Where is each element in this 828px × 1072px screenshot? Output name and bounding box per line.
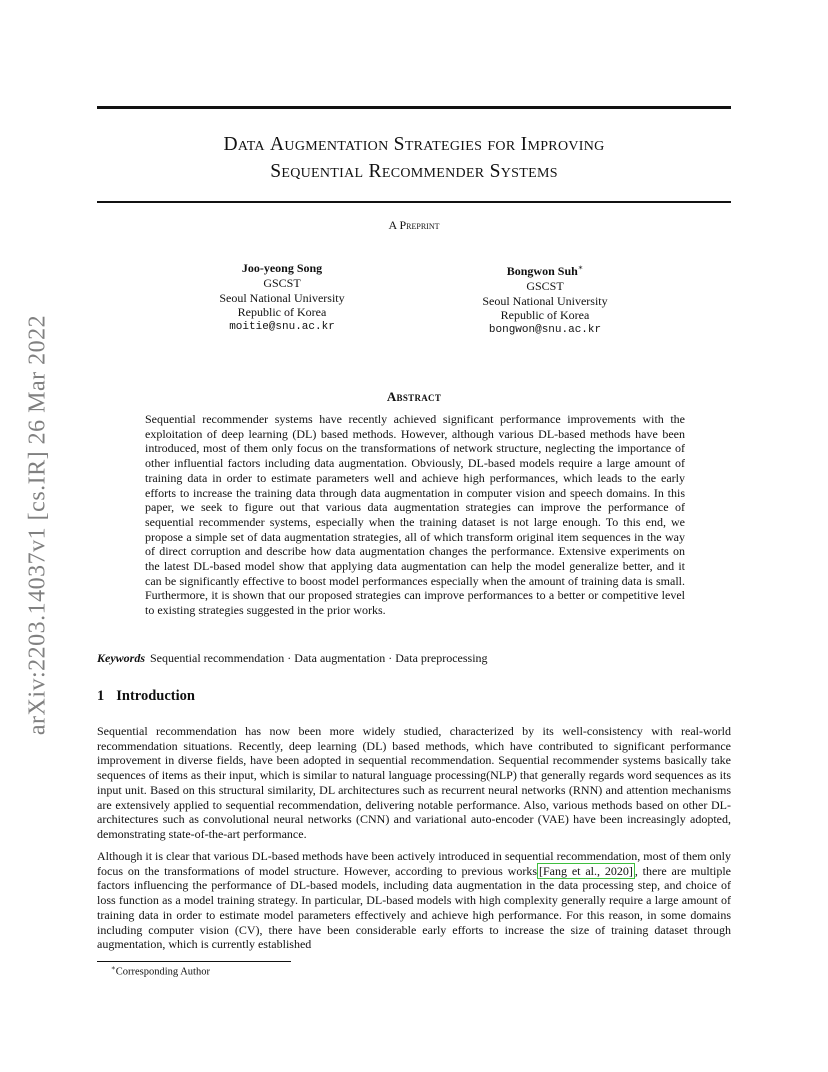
author-block — [172, 261, 392, 335]
section-number: 1 — [97, 688, 105, 704]
footnote-rule — [97, 961, 291, 962]
section-title: Introduction — [116, 688, 195, 704]
footnote-mark: ∗ — [111, 964, 116, 972]
corresponding-author-mark: ∗ — [577, 263, 584, 272]
intro-paragraph-2: Although it is clear that various DL-based methods have been actively introduced in sequential recommendation, most of them only focus on the transformations of model structure. However, according to previous works [Fang et al., 2020] , there are multiple factors influencing the performance of DL-based models, including data augmentation in the data processing step, and choice of loss function as a model training strategy. In particular, DL-based models with high complexity generally require a large amount of training data in order to estimate model parameters effectively and achieve high performance. For this reason, in some domains including computer vision (CV), there have been considerable early efforts to increase the size of training dataset through augmentation, which is currently established — [97, 849, 731, 952]
author-email[interactable]: moitie@snu.ac.kr — [229, 321, 335, 334]
author-name: Joo-yeong Song — [241, 261, 323, 275]
author-email[interactable]: bongwon@snu.ac.kr — [488, 324, 602, 337]
citation-link[interactable]: [Fang et al., 2020] — [539, 863, 633, 878]
author-country: Republic of Korea — [237, 305, 327, 320]
author-block — [435, 261, 655, 338]
keywords-line — [97, 651, 731, 666]
title-line-2: Sequential Recommender Systems — [270, 161, 558, 182]
abstract-heading: Abstract — [386, 389, 442, 404]
author-university: Seoul National University — [482, 293, 608, 308]
footnote-text: Corresponding Author — [115, 966, 210, 978]
keywords-text: Sequential recommendation · Data augmentation · Data preprocessing — [150, 651, 488, 665]
intro-paragraph-1: Sequential recommendation has now been more widely studied, characterized by its well-consistency with real-world recommendation situations. Recently, deep learning (DL) based methods, which have contributed to significant performance improvement in diverse fields, have been adopted in sequential recommendation. Sequential recommender systems basically take sequences of items as their input, which is similar to natural language processing(NLP) that generally regards word sequences as its input unit. Based on this structural similarity, DL architectures such as recurrent neural networks (RNN) and attention mechanisms are extensively applied to sequential recommendation, delivering notable performance. Also, various methods based on other DL-architectures such as convolutional neural networks (CNN) and variational auto-encoder (VAE) have been increasingly adopted, demonstrating state-of-the-art performance. — [97, 724, 731, 841]
footnote — [111, 964, 210, 978]
author-university: Seoul National University — [219, 290, 345, 305]
author-country: Republic of Korea — [500, 308, 590, 323]
preprint-label: A Preprint — [388, 218, 440, 232]
title-bottom-rule — [97, 201, 731, 203]
arxiv-identifier[interactable]: arXiv:2203.14037v1 [cs.IR] 26 Mar 2022 — [24, 314, 51, 736]
keywords-label: Keywords — [97, 651, 145, 665]
author-department: GSCST — [526, 278, 564, 293]
section-heading — [97, 688, 195, 705]
title-line-1: Data Augmentation Strategies for Improving — [223, 134, 605, 155]
author-name: Bongwon Suh∗ — [506, 263, 584, 278]
author-department: GSCST — [263, 275, 301, 290]
title-top-rule — [97, 106, 731, 109]
paper-title — [97, 131, 731, 185]
abstract-text: Sequential recommender systems have recently achieved significant performance improvements with the exploitation of deep learning (DL) based methods. However, although various DL-based methods have been introduced, most of them only focus on the transformations of network structure, neglecting the importance of other influential factors including data augmentation. Obviously, DL-based models require a large amount of training data in order to estimate parameters well and achieve high performances, which leads to the early efforts to increase the training data through data augmentation in computer vision and speech domains. In this paper, we seek to figure out that various data augmentation strategies can improve the performance of sequential recommender systems, especially when the training dataset is not large enough. To this end, we propose a simple set of data augmentation strategies, all of which transform original item sequences in the way of direct corruption and describe how data augmentation changes the performance. Extensive experiments on the latest DL-based model show that applying data augmentation can help the model generalize better, and it can be significantly effective to boost model performances especially when the amount of training data is small. Furthermore, it is shown that our proposed strategies can improve performances to a better or competitive level to existing strategies suggested in the prior works. — [145, 412, 685, 618]
